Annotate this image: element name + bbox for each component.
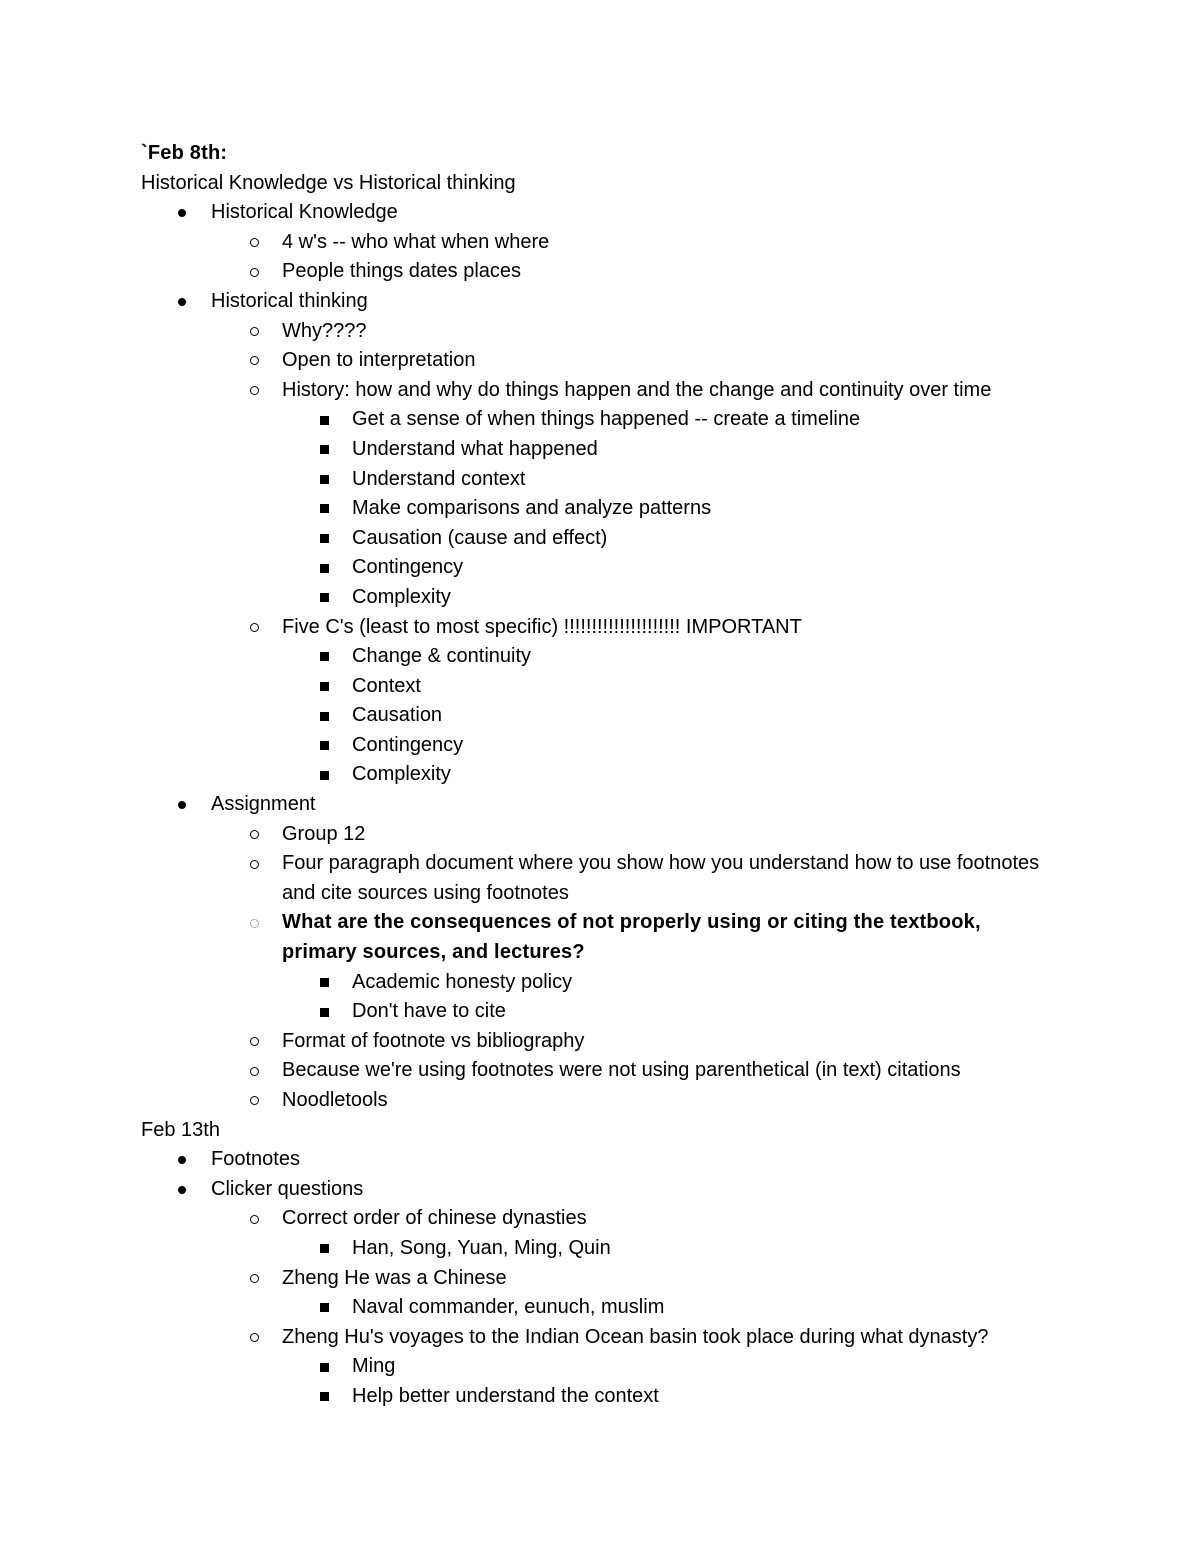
sub-sub-list-item	[141, 672, 1061, 702]
sub-sub-list-item	[141, 553, 1061, 583]
bullet-square-icon	[317, 553, 331, 583]
bullet-circle-icon	[247, 346, 261, 376]
bullet-circle-icon	[247, 908, 261, 938]
sub-list-item	[141, 1204, 1061, 1234]
line-text: Zheng Hu's voyages to the Indian Ocean basin took place during what dynasty?	[282, 1325, 989, 1348]
bullet-square-icon	[317, 583, 331, 613]
bullet-disc-icon	[175, 198, 189, 228]
line-text: Five C's (least to most specific) !!!!!!!!!!!!!!!!!!!!! IMPORTANT	[282, 615, 802, 638]
section-heading	[141, 1116, 1061, 1146]
line-text: Context	[352, 674, 421, 697]
line-text: Change & continuity	[352, 645, 532, 668]
sub-sub-list-item	[141, 642, 1061, 672]
sub-list-item	[141, 346, 1061, 376]
line-text: Zheng He was a Chinese	[282, 1266, 507, 1289]
line-text: Footnotes	[211, 1148, 300, 1171]
bullet-circle-icon	[247, 613, 261, 643]
sub-sub-list-item	[141, 1382, 1061, 1412]
bullet-circle-icon	[247, 1264, 261, 1294]
line-text: Feb 13th	[141, 1118, 220, 1141]
section-heading	[141, 169, 1061, 199]
line-text: Noodletools	[282, 1089, 388, 1111]
line-text: Clicker questions	[211, 1177, 364, 1200]
bullet-circle-icon	[247, 257, 261, 287]
sub-list-item	[141, 1027, 1061, 1057]
sub-list-item	[141, 613, 1061, 643]
sub-list-item	[141, 257, 1061, 287]
list-item	[141, 1145, 1061, 1175]
bullet-circle-icon	[247, 317, 261, 347]
bullet-square-icon	[317, 435, 331, 465]
bullet-square-icon	[317, 731, 331, 761]
line-text: Causation	[352, 704, 443, 727]
line-text: Assignment	[211, 793, 316, 816]
bullet-square-icon	[317, 1382, 331, 1412]
line-text: Historical Knowledge vs Historical thinking	[141, 171, 516, 194]
sub-list-item	[141, 849, 1061, 908]
sub-sub-list-item	[141, 465, 1061, 495]
sub-list-item	[141, 1323, 1061, 1353]
line-text: Complexity	[352, 763, 451, 786]
sub-list-item	[141, 820, 1061, 850]
sub-sub-list-item	[141, 405, 1061, 435]
line-text: People things dates places	[282, 260, 522, 283]
list-item	[141, 1175, 1061, 1205]
line-text: Academic honesty policy	[352, 970, 573, 993]
bullet-circle-icon	[247, 228, 261, 258]
sub-sub-list-item	[141, 435, 1061, 465]
bullet-circle-icon	[247, 376, 261, 406]
line-text: Get a sense of when things happened -- create a timeline	[352, 408, 861, 431]
line-text: Because we're using footnotes were not using parenthetical (in text) citations	[282, 1059, 961, 1082]
sub-list-item	[141, 908, 1061, 967]
line-text: Why????	[282, 319, 367, 342]
sub-list-item	[141, 1086, 1061, 1116]
bullet-disc-icon	[175, 287, 189, 317]
line-text: Four paragraph document where you show how you understand how to use footnotes and cite sources using footnotes	[282, 852, 1040, 904]
line-text: Contingency	[352, 556, 464, 579]
bullet-square-icon	[317, 465, 331, 495]
line-text: Don't have to cite	[352, 1000, 506, 1023]
sub-sub-list-item	[141, 968, 1061, 998]
bullet-circle-icon	[247, 1086, 261, 1116]
line-text: Help better understand the context	[352, 1384, 659, 1407]
sub-list-item	[141, 1056, 1061, 1086]
line-text: Causation (cause and effect)	[352, 526, 608, 549]
line-text: 4 w's -- who what when where	[282, 230, 550, 253]
bullet-square-icon	[317, 405, 331, 435]
sub-list-item	[141, 376, 1061, 406]
bullet-square-icon	[317, 1234, 331, 1264]
sub-sub-list-item	[141, 731, 1061, 761]
sub-sub-list-item	[141, 1234, 1061, 1264]
line-text: Correct order of chinese dynasties	[282, 1207, 587, 1230]
bullet-circle-icon	[247, 1204, 261, 1234]
line-text: Naval commander, eunuch, muslim	[352, 1296, 665, 1319]
document-body	[141, 139, 1061, 1412]
sub-list-item	[141, 1264, 1061, 1294]
sub-sub-list-item	[141, 524, 1061, 554]
sub-sub-list-item	[141, 494, 1061, 524]
list-item	[141, 198, 1061, 228]
line-text: Make comparisons and analyze patterns	[352, 497, 712, 520]
line-text: Contingency	[352, 733, 464, 756]
line-text: History: how and why do things happen and the change and continuity over time	[282, 378, 992, 401]
bullet-circle-icon	[247, 1027, 261, 1057]
sub-sub-list-item	[141, 1293, 1061, 1323]
bullet-square-icon	[317, 760, 331, 790]
line-text: Format of footnote vs bibliography	[282, 1029, 585, 1052]
line-text: Historical Knowledge	[211, 201, 398, 224]
bullet-square-icon	[317, 1352, 331, 1382]
sub-list-item	[141, 317, 1061, 347]
line-text: `Feb 8th:	[141, 142, 228, 164]
line-text: Han, Song, Yuan, Ming, Quin	[352, 1236, 611, 1259]
line-text: Group 12	[282, 822, 366, 845]
sub-sub-list-item	[141, 701, 1061, 731]
bullet-disc-icon	[175, 1175, 189, 1205]
bullet-circle-icon	[247, 1323, 261, 1353]
line-text: Complexity	[352, 585, 451, 608]
section-heading	[141, 139, 1061, 169]
line-text: Historical thinking	[211, 289, 368, 312]
bullet-square-icon	[317, 968, 331, 998]
sub-sub-list-item	[141, 760, 1061, 790]
bullet-disc-icon	[175, 790, 189, 820]
sub-sub-list-item	[141, 583, 1061, 613]
sub-list-item	[141, 228, 1061, 258]
bullet-square-icon	[317, 672, 331, 702]
list-item	[141, 287, 1061, 317]
bullet-circle-icon	[247, 1056, 261, 1086]
bullet-circle-icon	[247, 849, 261, 879]
sub-sub-list-item	[141, 1352, 1061, 1382]
bullet-square-icon	[317, 494, 331, 524]
line-text: Ming	[352, 1355, 396, 1378]
bullet-square-icon	[317, 997, 331, 1027]
bullet-square-icon	[317, 642, 331, 672]
line-text: Understand context	[352, 467, 526, 490]
line-text: Understand what happened	[352, 437, 598, 460]
line-text: Open to interpretation	[282, 349, 476, 372]
bullet-square-icon	[317, 701, 331, 731]
bullet-circle-icon	[247, 820, 261, 850]
list-item	[141, 790, 1061, 820]
bullet-square-icon	[317, 524, 331, 554]
bullet-disc-icon	[175, 1145, 189, 1175]
bullet-square-icon	[317, 1293, 331, 1323]
line-text: What are the consequences of not properly using or citing the textbook, primary sources, and lectures?	[282, 911, 981, 964]
sub-sub-list-item	[141, 997, 1061, 1027]
